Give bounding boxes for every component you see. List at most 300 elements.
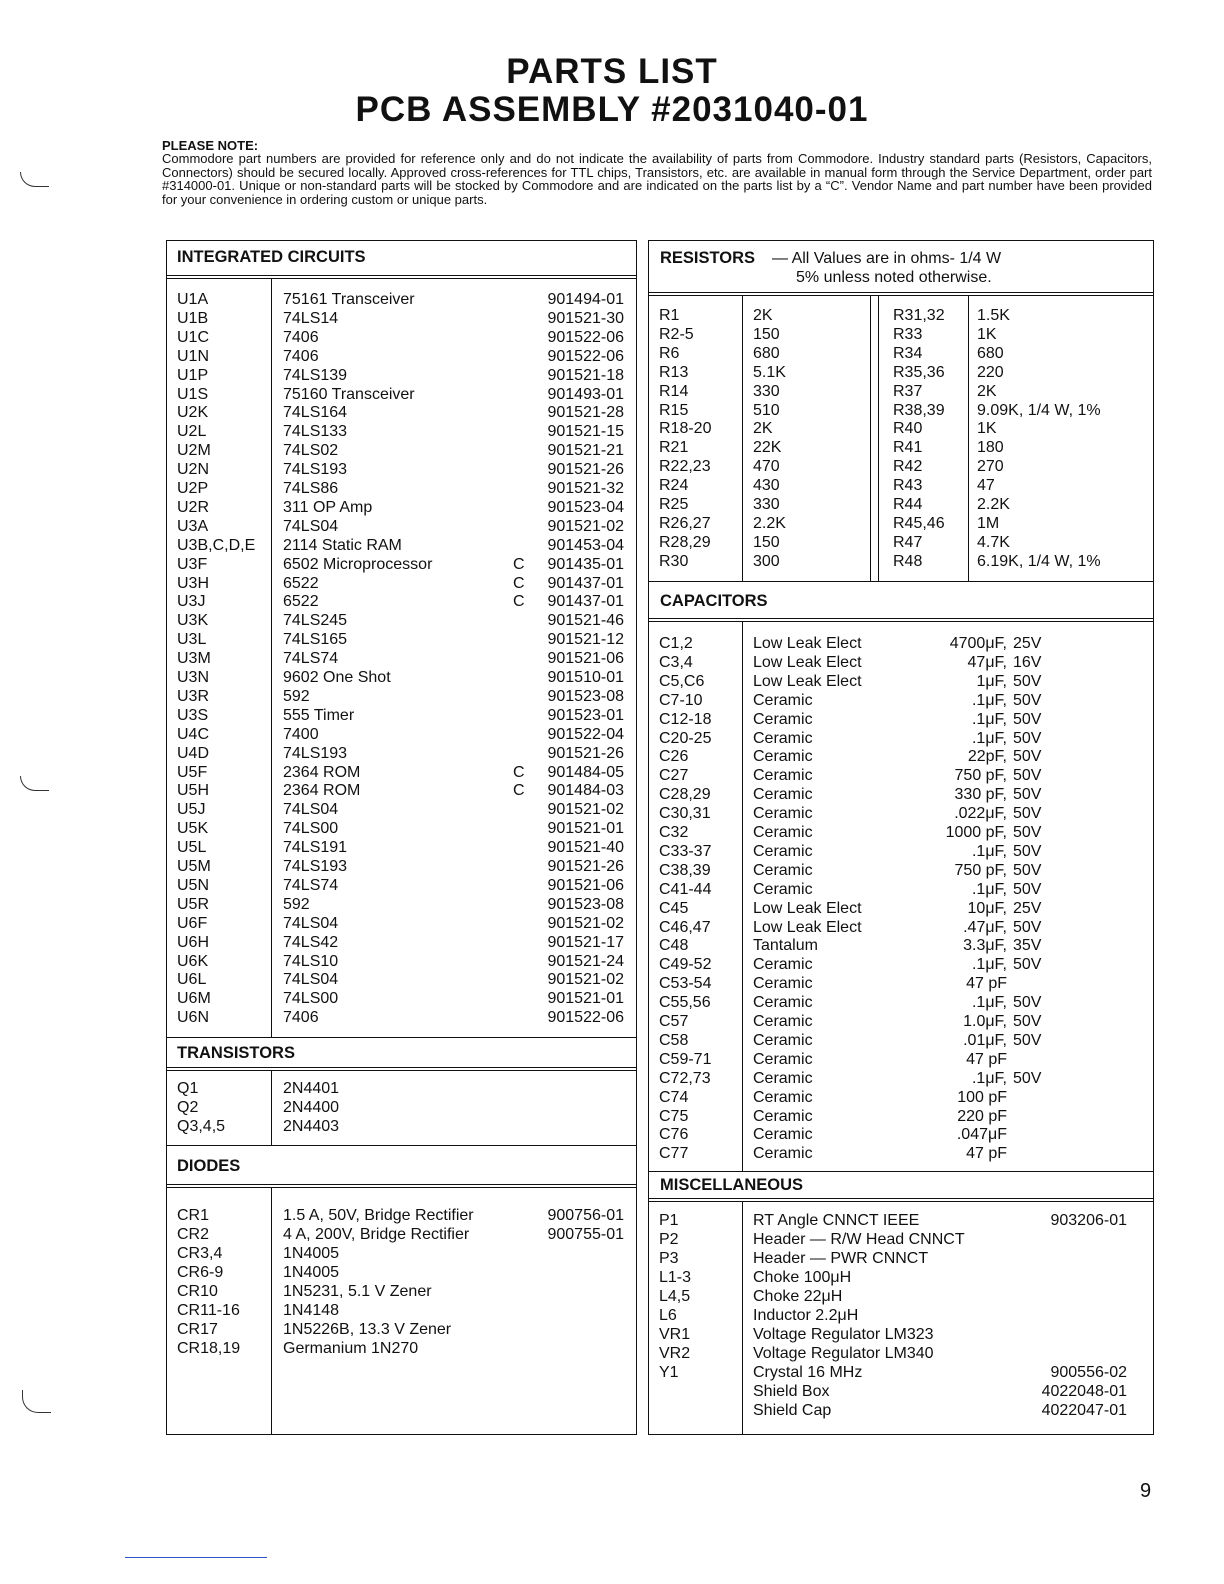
capacitor-ref: C58 xyxy=(659,1031,689,1049)
resistor-value: 1K xyxy=(977,325,997,343)
ic-part-number: 901521-26 xyxy=(547,858,624,875)
ic-description: 74LS42 xyxy=(283,933,339,951)
transistor-type: 2N4401 xyxy=(283,1080,340,1097)
capacitor-ref: C77 xyxy=(659,1145,689,1163)
ic-ref: U2K xyxy=(177,404,209,422)
capacitor-type: Tantalum xyxy=(753,937,818,955)
capacitor-ref: C75 xyxy=(659,1107,689,1125)
ic-ref: U3A xyxy=(177,517,209,535)
ic-part-number: 901521-18 xyxy=(547,366,624,384)
ic-description: 74LS193 xyxy=(283,858,348,875)
ic-part-number: 901484-05 xyxy=(547,763,624,781)
capacitor-voltage: 50V xyxy=(1013,956,1042,974)
diode-ref: CR17 xyxy=(177,1321,218,1338)
capacitor-ref: C76 xyxy=(659,1126,689,1144)
capacitor-value: .1μF, xyxy=(971,729,1007,747)
misc-ref: L1-3 xyxy=(659,1269,692,1286)
ic-description: 74LS00 xyxy=(283,820,339,838)
resistor-value: 1M xyxy=(977,514,1000,532)
ic-description: 7400 xyxy=(283,725,319,743)
resistor-ref: R44 xyxy=(893,496,923,513)
capacitor-type: Ceramic xyxy=(753,729,813,747)
ic-ref: U6N xyxy=(177,1009,210,1027)
capacitor-value: 1000 pF, xyxy=(945,824,1007,841)
misc-part-number: 4022048-01 xyxy=(1041,1383,1127,1400)
commodore-stock-flag: C xyxy=(513,574,525,592)
ic-ref: U5J xyxy=(177,801,206,819)
resistor-ref: R41 xyxy=(893,439,923,457)
ic-description: 74LS191 xyxy=(283,839,348,857)
ic-part-number: 901521-12 xyxy=(547,631,624,649)
ic-part-number: 901521-02 xyxy=(547,801,624,819)
misc-ref: P3 xyxy=(659,1250,679,1267)
transistor-type: 2N4403 xyxy=(283,1118,340,1135)
resistor-ref: R34 xyxy=(893,344,923,362)
capacitor-value: .1μF, xyxy=(971,842,1007,860)
ic-ref: U5M xyxy=(177,858,211,875)
commodore-stock-flag: C xyxy=(513,593,525,611)
capacitor-ref: C3,4 xyxy=(659,653,693,671)
diodes-heading: DIODES xyxy=(177,1157,241,1175)
resistor-ref: R18-20 xyxy=(659,420,712,438)
divider xyxy=(649,581,1153,582)
ic-part-number: 901493-01 xyxy=(547,385,624,403)
ic-ref: U5N xyxy=(177,876,210,894)
ic-part-number: 901521-21 xyxy=(547,442,624,460)
misc-description: Voltage Regulator LM340 xyxy=(753,1345,934,1362)
ic-description: 74LS139 xyxy=(283,366,348,384)
ic-part-number: 901523-08 xyxy=(547,895,624,913)
resistor-value: 680 xyxy=(977,344,1004,362)
ic-ref: U6M xyxy=(177,990,211,1008)
resistor-value: 430 xyxy=(753,477,780,495)
resistor-value: 2K xyxy=(977,382,997,400)
resistors-note-1: — All Values are in ohms- 1/4 W xyxy=(772,250,1002,267)
transistor-type: 2N4400 xyxy=(283,1099,340,1116)
capacitor-ref: C48 xyxy=(659,937,689,955)
capacitor-type: Low Leak Elect xyxy=(753,899,862,917)
resistor-ref: R13 xyxy=(659,363,689,381)
divider xyxy=(968,296,969,581)
capacitor-voltage: 50V xyxy=(1013,918,1042,936)
capacitor-value: .1μF, xyxy=(971,994,1007,1012)
misc-description: Choke 100μH xyxy=(753,1269,852,1286)
capacitor-ref: C5,C6 xyxy=(659,672,705,690)
capacitor-ref: C28,29 xyxy=(659,786,711,804)
ic-ref: U3R xyxy=(177,687,210,705)
ic-description: 74LS04 xyxy=(283,517,339,535)
capacitor-value: 47 pF xyxy=(966,1050,1007,1068)
resistor-ref: R40 xyxy=(893,420,923,438)
capacitor-value: 10μF, xyxy=(967,899,1007,917)
capacitor-value: 4700μF, xyxy=(949,635,1007,652)
resistor-ref: R22,23 xyxy=(659,458,711,476)
misc-ref: Y1 xyxy=(659,1364,679,1381)
resistor-ref: R35,36 xyxy=(893,363,945,381)
ic-part-number: 901437-01 xyxy=(547,593,624,611)
resistor-ref: R30 xyxy=(659,552,689,570)
misc-part-number: 900556-02 xyxy=(1050,1364,1127,1381)
ic-part-number: 901522-04 xyxy=(547,725,624,743)
binder-hole-mark xyxy=(22,1390,51,1413)
ic-part-number: 901510-01 xyxy=(547,669,624,686)
capacitor-type: Ceramic xyxy=(753,1050,813,1068)
ic-ref: U1N xyxy=(177,347,210,365)
ic-description: 592 xyxy=(283,895,310,913)
resistor-value: 1K xyxy=(977,420,997,438)
capacitor-voltage: 25V xyxy=(1013,899,1042,917)
capacitor-voltage: 50V xyxy=(1013,824,1042,841)
ic-ref: U1C xyxy=(177,328,210,346)
ic-ref: U2N xyxy=(177,461,210,479)
capacitor-value: .1μF, xyxy=(971,956,1007,974)
divider xyxy=(878,296,879,581)
ic-part-number: 901521-32 xyxy=(547,480,624,497)
diode-description: 1N4005 xyxy=(283,1264,340,1281)
capacitor-value: 330 pF, xyxy=(954,786,1007,804)
misc-description: Voltage Regulator LM323 xyxy=(753,1326,934,1343)
diode-ref: CR11-16 xyxy=(177,1302,240,1319)
capacitor-ref: C55,56 xyxy=(659,994,711,1012)
resistor-value: 510 xyxy=(753,401,780,419)
note-heading: PLEASE NOTE: xyxy=(162,138,259,153)
ic-part-number: 901521-28 xyxy=(547,404,624,422)
ic-description: 74LS165 xyxy=(283,631,348,649)
capacitor-value: .1μF, xyxy=(971,1069,1007,1087)
capacitor-type: Ceramic xyxy=(753,710,813,728)
ic-description: 7406 xyxy=(283,1009,319,1027)
resistor-ref: R25 xyxy=(659,496,689,513)
resistor-value: 150 xyxy=(753,533,780,551)
ic-part-number: 901521-01 xyxy=(547,820,624,838)
capacitor-value: 3.3μF, xyxy=(963,937,1007,955)
capacitor-value: 47 pF xyxy=(966,1145,1007,1163)
capacitor-type: Ceramic xyxy=(753,1031,813,1049)
capacitor-type: Ceramic xyxy=(753,1145,813,1163)
capacitor-type: Ceramic xyxy=(753,994,813,1012)
capacitor-voltage: 50V xyxy=(1013,880,1042,898)
capacitor-ref: C32 xyxy=(659,824,689,841)
capacitor-type: Ceramic xyxy=(753,1107,813,1125)
ic-ref: U3J xyxy=(177,593,206,611)
capacitor-value: 1.0μF, xyxy=(963,1013,1007,1030)
commodore-stock-flag: C xyxy=(513,782,525,800)
capacitor-type: Low Leak Elect xyxy=(753,672,862,690)
capacitor-ref: C45 xyxy=(659,899,689,917)
misc-ref: L6 xyxy=(659,1307,677,1324)
ic-part-number: 901521-02 xyxy=(547,914,624,932)
capacitor-type: Ceramic xyxy=(753,1013,813,1030)
ic-part-number: 901521-17 xyxy=(547,933,624,951)
ic-heading: INTEGRATED CIRCUITS xyxy=(177,248,366,266)
ic-description: 592 xyxy=(283,687,310,705)
capacitor-value: 750 pF, xyxy=(954,861,1007,879)
ic-description: 74LS02 xyxy=(283,442,339,460)
ic-description: 74LS74 xyxy=(283,650,339,668)
capacitor-voltage: 50V xyxy=(1013,710,1042,728)
misc-ref: L4,5 xyxy=(659,1288,691,1305)
resistor-value: 22K xyxy=(753,439,782,457)
capacitor-ref: C33-37 xyxy=(659,842,712,860)
capacitor-value: 220 pF xyxy=(957,1107,1007,1125)
resistor-value: 5.1K xyxy=(753,363,786,381)
misc-ref: P1 xyxy=(659,1212,679,1229)
capacitor-voltage: 50V xyxy=(1013,805,1042,823)
resistor-value: 2K xyxy=(753,307,773,324)
capacitor-type: Ceramic xyxy=(753,880,813,898)
ic-part-number: 901521-06 xyxy=(547,650,624,668)
diode-part-number: 900756-01 xyxy=(547,1207,624,1224)
ic-part-number: 901521-26 xyxy=(547,461,624,479)
ic-description: 74LS133 xyxy=(283,423,348,441)
ic-part-number: 901435-01 xyxy=(547,555,624,573)
divider xyxy=(742,296,743,581)
capacitor-value: 22pF, xyxy=(967,748,1007,766)
diode-ref: CR3,4 xyxy=(177,1245,223,1262)
capacitor-voltage: 50V xyxy=(1013,672,1042,690)
binder-hole-mark xyxy=(20,172,49,187)
ic-part-number: 901521-26 xyxy=(547,744,624,762)
resistor-value: 2K xyxy=(753,420,773,438)
capacitor-value: 1μF, xyxy=(976,672,1007,690)
divider xyxy=(742,622,743,1171)
capacitor-value: 750 pF, xyxy=(954,767,1007,785)
capacitor-ref: C53-54 xyxy=(659,975,712,993)
misc-description: Inductor 2.2μH xyxy=(753,1307,859,1324)
ic-ref: U5F xyxy=(177,763,208,781)
resistor-value: 1.5K xyxy=(977,307,1010,324)
diode-description: 1N4148 xyxy=(283,1302,340,1319)
resistor-ref: R1 xyxy=(659,307,680,324)
ic-part-number: 901494-01 xyxy=(547,291,624,308)
resistor-value: 4.7K xyxy=(977,533,1010,551)
capacitor-value: 47 pF xyxy=(966,975,1007,993)
ic-part-number: 901521-06 xyxy=(547,876,624,894)
capacitor-ref: C27 xyxy=(659,767,689,785)
diode-ref: CR6-9 xyxy=(177,1264,224,1281)
resistor-ref: R15 xyxy=(659,401,689,419)
ic-part-number: 901523-01 xyxy=(547,706,624,724)
diode-ref: CR2 xyxy=(177,1226,210,1243)
misc-ref: VR2 xyxy=(659,1345,691,1362)
ic-part-number: 901522-06 xyxy=(547,1009,624,1027)
resistor-ref: R47 xyxy=(893,533,923,551)
ic-ref: U6L xyxy=(177,971,207,989)
capacitor-type: Ceramic xyxy=(753,861,813,879)
resistor-value: 330 xyxy=(753,496,780,513)
resistor-value: 180 xyxy=(977,439,1004,457)
left-parts-panel xyxy=(166,240,637,1435)
misc-ref: VR1 xyxy=(659,1326,691,1343)
page-number: 9 xyxy=(1140,1480,1152,1502)
diode-ref: CR18,19 xyxy=(177,1340,241,1357)
capacitor-voltage: 50V xyxy=(1013,861,1042,879)
capacitor-ref: C20-25 xyxy=(659,729,712,747)
ic-part-number: 901521-30 xyxy=(547,309,624,327)
ic-description: 75160 Transceiver xyxy=(283,385,415,403)
ic-description: 74LS74 xyxy=(283,876,339,894)
ic-description: 74LS193 xyxy=(283,461,348,479)
ic-ref: U1B xyxy=(177,309,209,327)
ic-ref: U2M xyxy=(177,442,211,460)
resistor-ref: R48 xyxy=(893,552,923,570)
ic-description: 555 Timer xyxy=(283,706,355,724)
divider xyxy=(742,1202,743,1434)
capacitor-value: .1μF, xyxy=(971,880,1007,898)
ic-ref: U2L xyxy=(177,423,207,441)
ic-ref: U3B,C,D,E xyxy=(177,536,256,554)
misc-description: Choke 22μH xyxy=(753,1288,843,1305)
diode-part-number: 900755-01 xyxy=(547,1226,624,1243)
ic-part-number: 901521-02 xyxy=(547,971,624,989)
ic-description: 74LS86 xyxy=(283,480,339,497)
misc-description: Header — PWR CNNCT xyxy=(753,1250,929,1267)
divider xyxy=(649,1171,1153,1172)
misc-description: Shield Box xyxy=(753,1383,830,1400)
misc-description: RT Angle CNNCT IEEE xyxy=(753,1212,920,1229)
ic-description: 7406 xyxy=(283,347,319,365)
ic-ref: U5R xyxy=(177,895,210,913)
transistors-heading: TRANSISTORS xyxy=(177,1044,295,1062)
ic-ref: U3F xyxy=(177,555,208,573)
capacitor-type: Low Leak Elect xyxy=(753,653,862,671)
capacitor-ref: C38,39 xyxy=(659,861,711,879)
capacitor-voltage: 50V xyxy=(1013,729,1042,747)
capacitor-voltage: 50V xyxy=(1013,994,1042,1012)
ic-ref: U5H xyxy=(177,782,210,800)
ic-description: 2364 ROM xyxy=(283,782,361,800)
capacitor-type: Ceramic xyxy=(753,767,813,785)
divider xyxy=(649,618,1153,622)
resistor-value: 300 xyxy=(753,552,780,570)
ic-ref: U3S xyxy=(177,706,209,724)
capacitor-ref: C74 xyxy=(659,1088,689,1106)
ic-description: 74LS04 xyxy=(283,971,339,989)
resistor-value: 330 xyxy=(753,382,780,400)
misc-ref: P2 xyxy=(659,1231,679,1248)
capacitor-type: Ceramic xyxy=(753,805,813,823)
right-parts-panel xyxy=(648,240,1154,1435)
diode-ref: CR10 xyxy=(177,1283,218,1300)
resistors-heading: RESISTORS xyxy=(660,249,756,267)
divider xyxy=(167,275,636,279)
capacitor-ref: C30,31 xyxy=(659,805,711,823)
ic-ref: U3L xyxy=(177,631,207,649)
capacitor-ref: C1,2 xyxy=(659,635,693,652)
capacitor-voltage: 50V xyxy=(1013,1013,1042,1030)
resistor-ref: R6 xyxy=(659,344,680,362)
capacitor-type: Low Leak Elect xyxy=(753,918,862,936)
resistor-ref: R31,32 xyxy=(893,307,945,324)
capacitor-type: Ceramic xyxy=(753,956,813,974)
capacitor-type: Ceramic xyxy=(753,691,813,709)
capacitor-value: .047μF xyxy=(956,1126,1007,1144)
resistor-value: 220 xyxy=(977,363,1004,381)
binder-hole-mark xyxy=(20,776,49,791)
resistor-value: 2.2K xyxy=(753,514,786,532)
ic-ref: U3N xyxy=(177,669,210,686)
ic-part-number: 901484-03 xyxy=(547,782,624,800)
capacitor-value: 100 pF xyxy=(957,1088,1007,1106)
ic-ref: U1A xyxy=(177,291,209,308)
capacitor-ref: C59-71 xyxy=(659,1050,712,1068)
resistor-ref: R42 xyxy=(893,458,923,476)
transistor-ref: Q2 xyxy=(177,1099,199,1116)
ic-part-number: 901521-02 xyxy=(547,517,624,535)
capacitor-type: Ceramic xyxy=(753,975,813,993)
resistor-ref: R2-5 xyxy=(659,325,694,343)
capacitor-type: Ceramic xyxy=(753,1069,813,1087)
divider xyxy=(167,1184,636,1188)
commodore-stock-flag: C xyxy=(513,555,525,573)
resistor-value: 680 xyxy=(753,344,780,362)
capacitor-type: Ceramic xyxy=(753,842,813,860)
ic-ref: U6H xyxy=(177,933,210,951)
misc-part-number: 903206-01 xyxy=(1050,1212,1127,1229)
ic-ref: U2P xyxy=(177,480,209,497)
transistor-ref: Q3,4,5 xyxy=(177,1118,226,1135)
diode-description: 4 A, 200V, Bridge Rectifier xyxy=(283,1226,470,1243)
divider xyxy=(271,1071,272,1145)
resistor-ref: R14 xyxy=(659,382,689,400)
ic-part-number: 901521-40 xyxy=(547,839,624,857)
capacitor-type: Low Leak Elect xyxy=(753,635,862,652)
capacitor-ref: C26 xyxy=(659,748,689,766)
resistor-value: 9.09K, 1/4 W, 1% xyxy=(977,401,1101,419)
ic-part-number: 901437-01 xyxy=(547,574,624,592)
capacitor-type: Ceramic xyxy=(753,824,813,841)
diode-description: Germanium 1N270 xyxy=(283,1340,419,1357)
capacitor-voltage: 25V xyxy=(1013,635,1042,652)
capacitors-heading: CAPACITORS xyxy=(660,592,768,610)
ic-ref: U1S xyxy=(177,385,209,403)
divider xyxy=(167,1067,636,1071)
transistor-ref: Q1 xyxy=(177,1080,199,1097)
ic-part-number: 901522-06 xyxy=(547,347,624,365)
ic-ref: U3K xyxy=(177,612,209,630)
resistor-ref: R38,39 xyxy=(893,401,945,419)
footer-rule xyxy=(125,1557,267,1558)
capacitor-ref: C41-44 xyxy=(659,880,712,898)
ic-description: 9602 One Shot xyxy=(283,669,391,686)
ic-ref: U5K xyxy=(177,820,209,838)
ic-description: 6502 Microprocessor xyxy=(283,555,433,573)
capacitor-value: .01μF, xyxy=(963,1031,1007,1049)
ic-ref: U2R xyxy=(177,498,210,516)
capacitor-voltage: 50V xyxy=(1013,748,1042,766)
ic-ref: U4D xyxy=(177,744,210,762)
ic-part-number: 901521-01 xyxy=(547,990,624,1008)
capacitor-voltage: 50V xyxy=(1013,691,1042,709)
resistor-ref: R26,27 xyxy=(659,514,711,532)
ic-ref: U4C xyxy=(177,725,210,743)
ic-description: 74LS14 xyxy=(283,309,339,327)
capacitor-voltage: 35V xyxy=(1013,937,1042,955)
ic-description: 6522 xyxy=(283,574,319,592)
capacitor-ref: C49-52 xyxy=(659,956,712,974)
divider xyxy=(271,279,272,1037)
ic-ref: U3H xyxy=(177,574,210,592)
ic-description: 74LS164 xyxy=(283,404,348,422)
ic-ref: U3M xyxy=(177,650,211,668)
capacitor-voltage: 50V xyxy=(1013,842,1042,860)
note-text: Commodore part numbers are provided for reference only and do not indicate the availability of parts from Commodore. Industry standard parts (Resistors, Capacitors, Connectors) should be secured locally. Approved cross-references for TTL chips, Transistors, etc. are available in manual form through the Service Department, order part #314000-01. Unique or non-standard parts will be stocked by Commodore and are indicated on the parts list by a “C”. Vendor Name and part number have been provided for your convenience in ordering custom or unique parts. xyxy=(162,151,1152,207)
diode-ref: CR1 xyxy=(177,1207,210,1224)
capacitor-type: Ceramic xyxy=(753,786,813,804)
ic-description: 74LS04 xyxy=(283,914,339,932)
resistor-ref: R33 xyxy=(893,325,923,343)
capacitor-voltage: 50V xyxy=(1013,1069,1042,1087)
